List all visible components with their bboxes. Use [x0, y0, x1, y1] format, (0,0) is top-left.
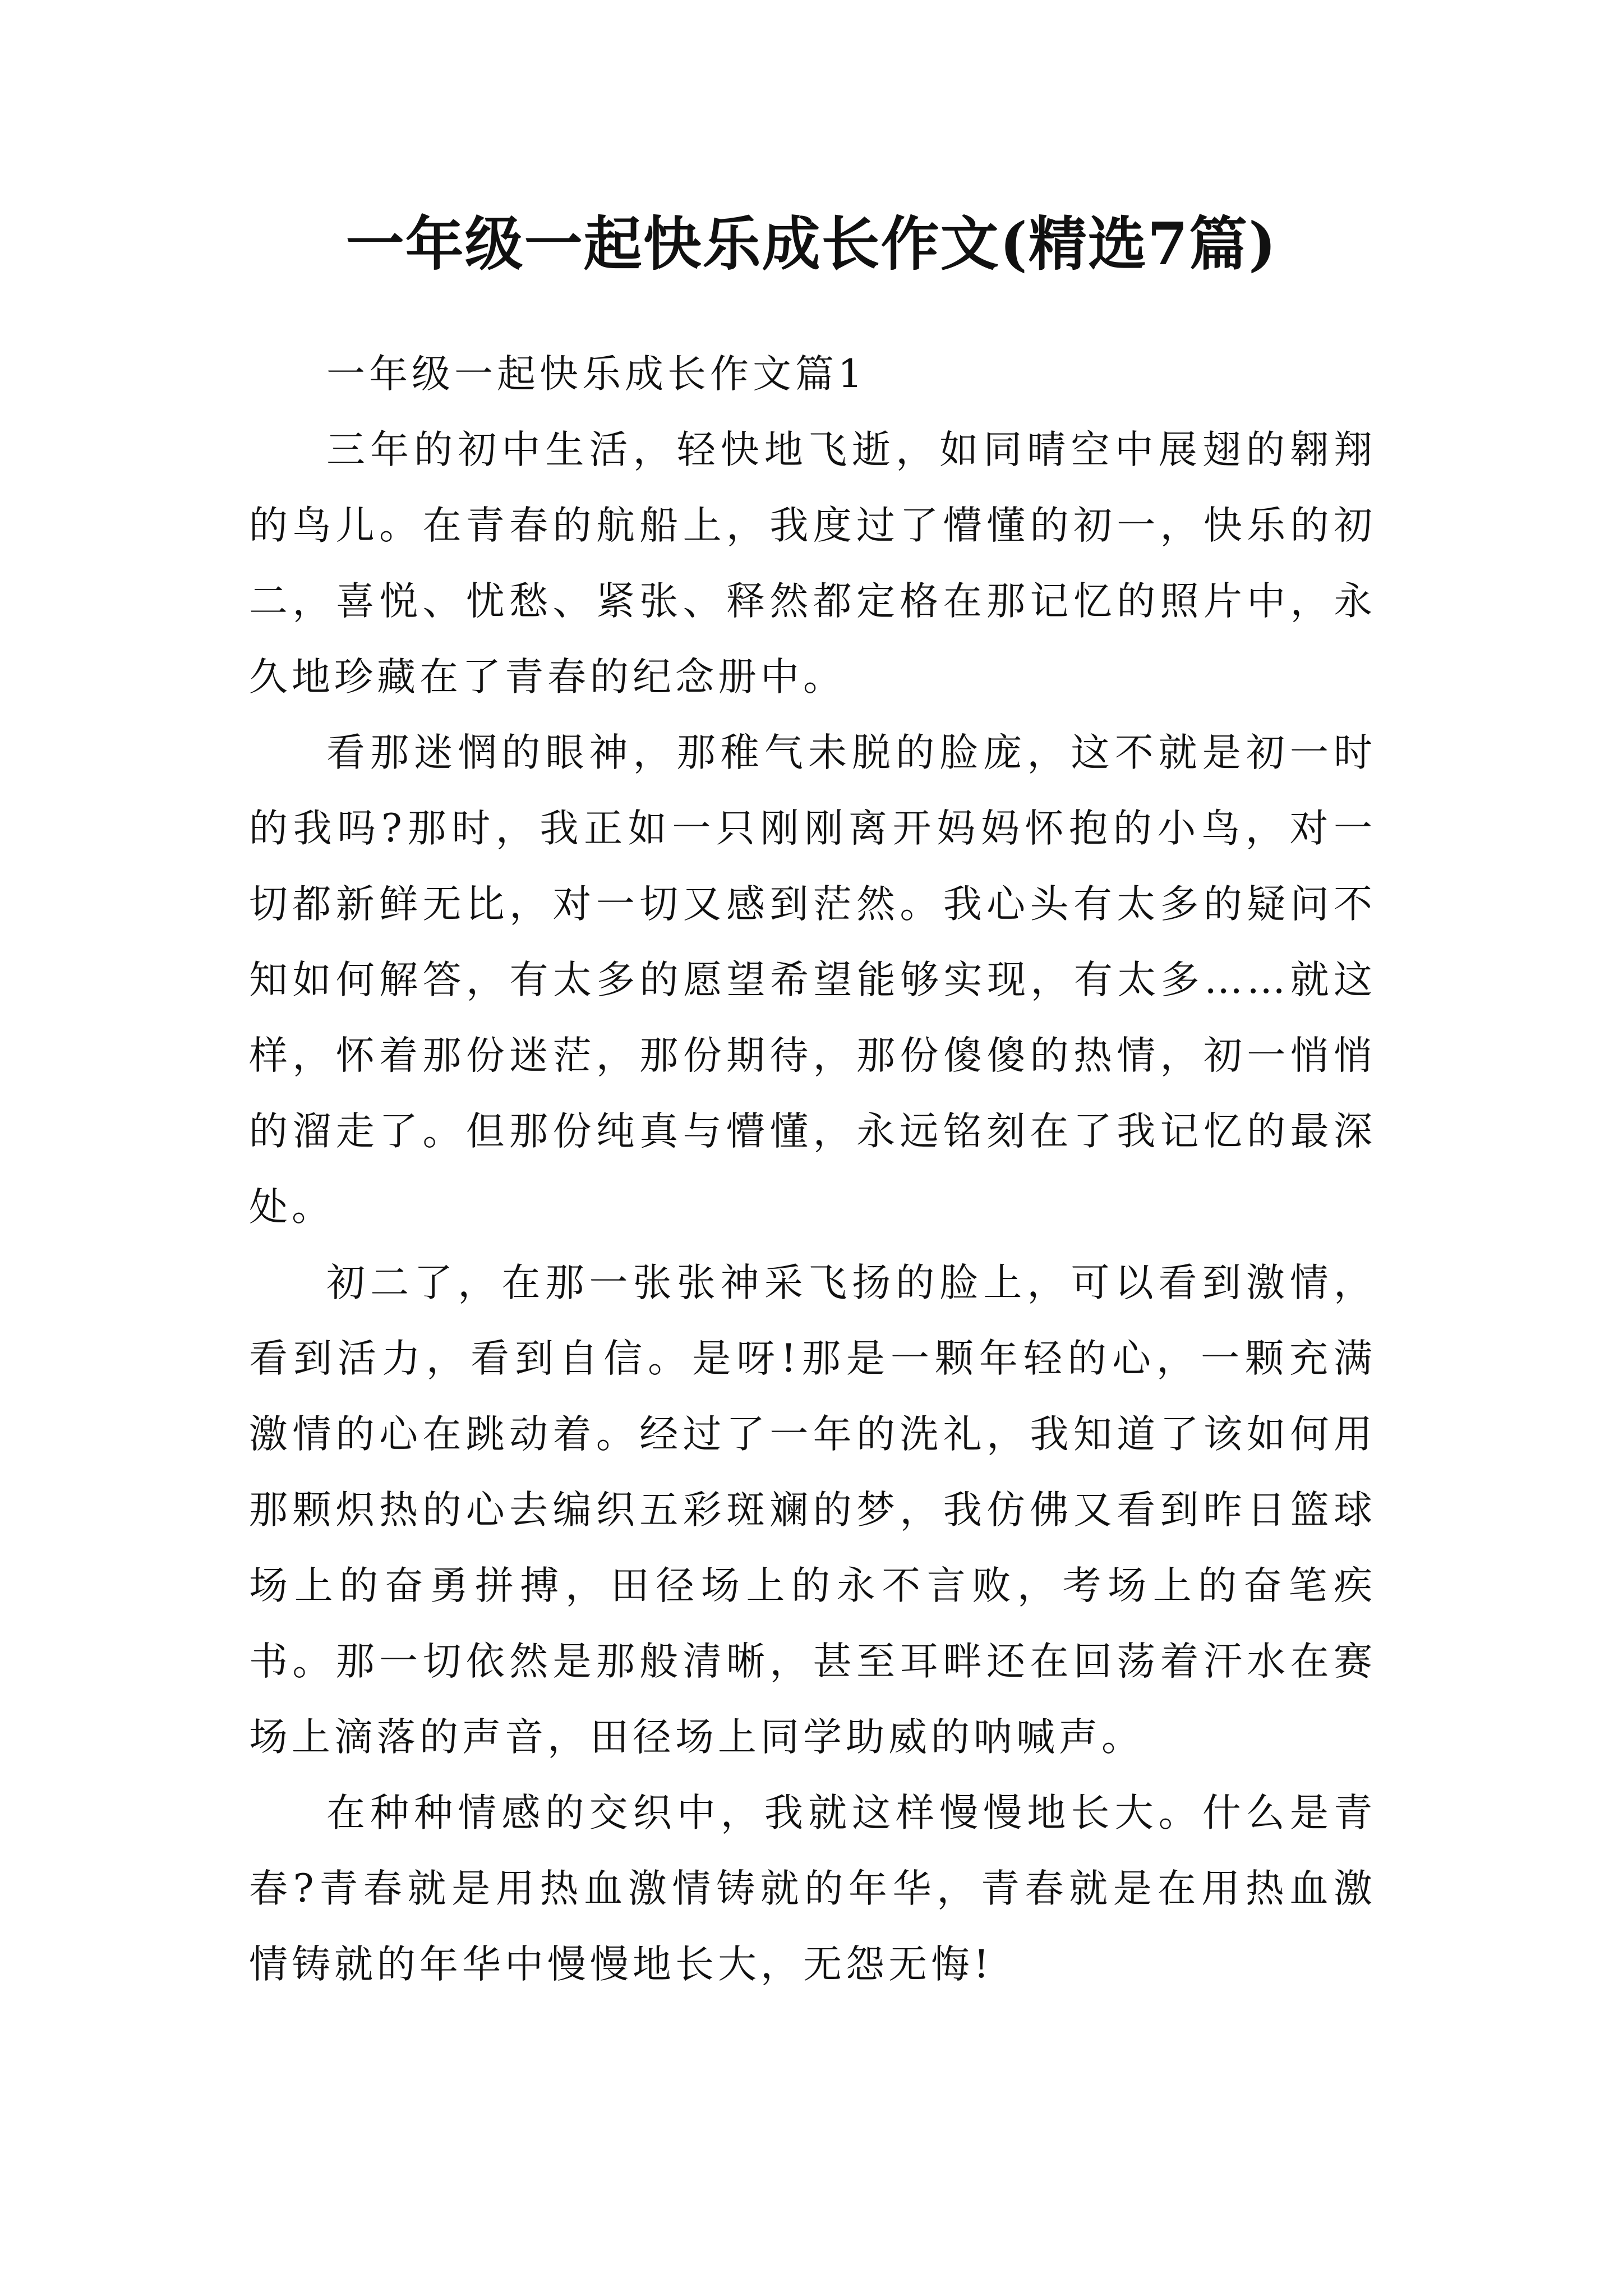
- section-heading: 一年级一起快乐成长作文篇1: [326, 352, 866, 397]
- paragraph: 初二了，在那一张张神采飞扬的脸上，可以看到激情，看到活力，看到自信。是呀!那是一颗年轻的心，一颗充满激情的心在跳动着。经过了一年的洗礼，我知道了该如何用那颗炽热的心去编织五彩斑斓的梦，我仿佛又看到昨日篮球场上的奋勇拼搏，田径场上的永不言败，考场上的奋笔疾书。那一切依然是那般清晰，甚至耳畔还在回荡着汗水在赛场上滴落的声音，田径场上同学助威的呐喊声。: [249, 1260, 1376, 1760]
- paragraph: 看那迷惘的眼神，那稚气未脱的脸庞，这不就是初一时的我吗?那时，我正如一只刚刚离开妈妈怀抱的小鸟，对一切都新鲜无比，对一切又感到茫然。我心头有太多的疑问不知如何解答，有太多的愿望希望能够实现，有太多……就这样，怀着那份迷茫，那份期待，那份傻傻的热情，初一悄悄的溜走了。但那份纯真与懵懂，永远铭刻在了我记忆的最深处。: [249, 730, 1376, 1230]
- paragraph: 三年的初中生活，轻快地飞逝，如同晴空中展翅的翱翔的鸟儿。在青春的航船上，我度过了懵懂的初一，快乐的初二，喜悦、忧愁、紧张、释然都定格在那记忆的照片中，永久地珍藏在了青春的纪念册中。: [249, 427, 1376, 700]
- paragraph: 在种种情感的交织中，我就这样慢慢地长大。什么是青春?青春就是用热血激情铸就的年华，青春就是在用热血激情铸就的年华中慢慢地长大，无怨无悔!: [249, 1791, 1376, 1987]
- document-title: 一年级一起快乐成长作文(精选7篇): [345, 209, 1278, 278]
- document-body: [249, 337, 1376, 2003]
